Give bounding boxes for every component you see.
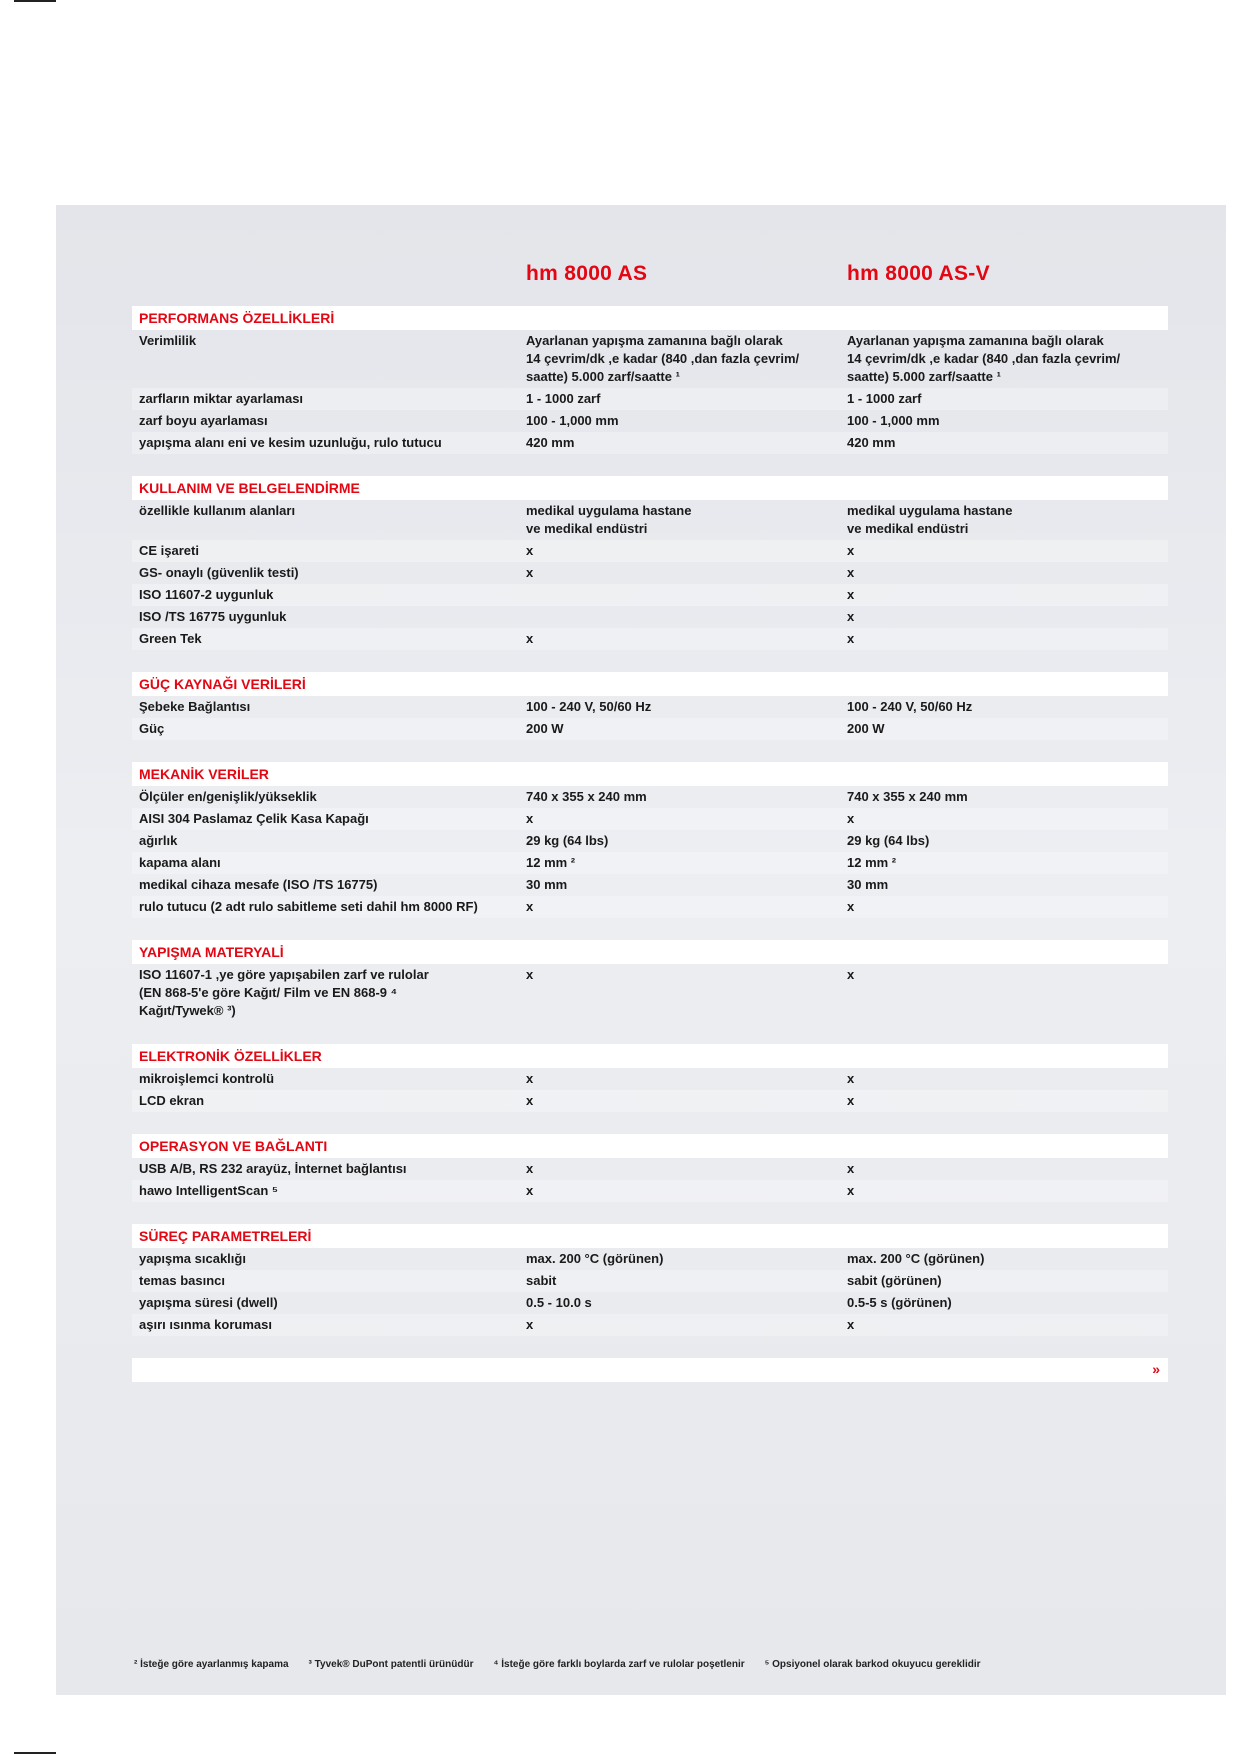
spec-row [132,628,1168,650]
spec-value-model-b: x [847,543,855,558]
spec-row [132,786,1168,808]
spec-label: ISO 11607-1 ,ye göre yapışabilen zarf ve rulolar (EN 868-5'e göre Kağıt/ Film ve EN 868-9 ⁴ Kağıt/Tywek® ³) [139,967,429,1018]
spec-label: Verimlilik [139,333,197,348]
spec-value-model-b: 0.5-5 s (görünen) [847,1295,952,1310]
spec-value-model-a: 200 W [526,721,564,736]
spec-section [132,672,1168,740]
spec-value-model-a: x [526,565,534,580]
footnote: ² İsteğe göre ayarlanmış kapama [134,1659,289,1670]
spec-value-model-a: 100 - 240 V, 50/60 Hz [526,699,652,714]
model-header [132,262,1168,306]
spec-label: zarfların miktar ayarlaması [139,391,304,406]
spec-value-model-b: max. 200 °C (görünen) [847,1251,985,1266]
spec-label: Green Tek [139,631,202,646]
spec-value-model-a: x [526,1161,534,1176]
model-b-title: hm 8000 AS-V [847,262,990,285]
spec-section [132,306,1168,454]
spec-value-model-b: x [847,1071,855,1086]
spec-row [132,540,1168,562]
spec-value-model-b: x [847,609,855,624]
spec-label: hawo IntelligentScan ⁵ [139,1183,279,1198]
spec-row [132,388,1168,410]
spec-label: yapışma alanı eni ve kesim uzunluğu, rulo tutucu [139,435,442,450]
spec-label: AISI 304 Paslamaz Çelik Kasa Kapağı [139,811,369,826]
spec-row [132,1248,1168,1270]
spec-value-model-b: x [847,967,855,982]
spec-value-model-a: medikal uygulama hastane ve medikal endüstri [526,503,692,536]
spec-label: özellikle kullanım alanları [139,503,296,518]
spec-value-model-b: 200 W [847,721,885,736]
spec-row [132,1180,1168,1202]
spec-row [132,964,1168,1022]
spec-value-model-a: 1 - 1000 zarf [526,391,601,406]
section-title: KULLANIM VE BELGELENDİRME [132,476,1168,500]
spec-row [132,896,1168,918]
spec-section [132,762,1168,918]
spec-label: kapama alanı [139,855,221,870]
spec-value-model-b: sabit (görünen) [847,1273,942,1288]
spec-row [132,432,1168,454]
spec-label: LCD ekran [139,1093,205,1108]
spec-value-model-b: 100 - 1,000 mm [847,413,940,428]
spec-value-model-a: 0.5 - 10.0 s [526,1295,592,1310]
spec-row [132,696,1168,718]
spec-value-model-b: 1 - 1000 zarf [847,391,922,406]
next-page-icon[interactable]: » [1152,1361,1160,1377]
section-title: GÜÇ KAYNAĞI VERİLERİ [132,672,1168,696]
spec-value-model-a: x [526,1317,534,1332]
spec-row [132,500,1168,540]
spec-section [132,476,1168,650]
spec-label: yapışma süresi (dwell) [139,1295,278,1310]
spec-row [132,606,1168,628]
model-a-title: hm 8000 AS [526,262,648,285]
spec-label: rulo tutucu (2 adt rulo sabitleme seti dahil hm 8000 RF) [139,899,478,914]
spec-value-model-b: x [847,1161,855,1176]
spec-row [132,1158,1168,1180]
spec-row [132,1314,1168,1336]
spec-sections [132,306,1168,1336]
spec-table [132,262,1168,1382]
spec-value-model-b: 30 mm [847,877,889,892]
spec-value-model-a: x [526,899,534,914]
spec-row [132,1292,1168,1314]
spec-label: ağırlık [139,833,178,848]
spec-section [132,1224,1168,1336]
spec-value-model-b: 100 - 240 V, 50/60 Hz [847,699,973,714]
spec-value-model-a: 740 x 355 x 240 mm [526,789,647,804]
section-title: PERFORMANS ÖZELLİKLERİ [132,306,1168,330]
spec-row [132,1090,1168,1112]
spec-label: Şebeke Bağlantısı [139,699,251,714]
spec-label: ISO 11607-2 uygunluk [139,587,274,602]
spec-value-model-b: x [847,1317,855,1332]
spec-label: mikroişlemci kontrolü [139,1071,275,1086]
spec-value-model-a: x [526,811,534,826]
spec-value-model-a: x [526,1093,534,1108]
spec-value-model-b: x [847,899,855,914]
spec-value-model-b: x [847,811,855,826]
spec-value-model-a: sabit [526,1273,557,1288]
spec-label: aşırı ısınma koruması [139,1317,272,1332]
spec-row [132,410,1168,432]
spec-value-model-b: x [847,1093,855,1108]
footnote: ⁵ Opsiyonel olarak barkod okuyucu gereklidir [764,1659,981,1670]
footnotes [134,1659,1174,1670]
spec-value-model-a [526,586,847,604]
spec-label: Ölçüler en/genişlik/yükseklik [139,789,317,804]
spec-value-model-a: 12 mm ² [526,855,576,870]
spec-row [132,1270,1168,1292]
spec-value-model-b: 12 mm ² [847,855,897,870]
spec-value-model-b: 420 mm [847,435,896,450]
spec-section [132,1134,1168,1202]
spec-label: zarf boyu ayarlaması [139,413,268,428]
spec-label: medikal cihaza mesafe (ISO /TS 16775) [139,877,378,892]
spec-value-model-a: Ayarlanan yapışma zamanına bağlı olarak 14 çevrim/dk ,e kadar (840 ,dan fazla çevrim/ saatte) 5.000 zarf/saatte ¹ [526,333,800,384]
spec-value-model-a: 420 mm [526,435,575,450]
spec-label: GS- onaylı (güvenlik testi) [139,565,299,580]
spec-value-model-b: Ayarlanan yapışma zamanına bağlı olarak 14 çevrim/dk ,e kadar (840 ,dan fazla çevrim/ saatte) 5.000 zarf/saatte ¹ [847,333,1121,384]
section-title: MEKANİK VERİLER [132,762,1168,786]
spec-value-model-a: x [526,967,534,982]
spec-section [132,940,1168,1022]
spec-value-model-a: max. 200 °C (görünen) [526,1251,664,1266]
spec-value-model-a: x [526,1183,534,1198]
spec-value-model-a: 100 - 1,000 mm [526,413,619,428]
spec-row [132,718,1168,740]
next-page-bar [132,1358,1168,1382]
spec-value-model-a: x [526,543,534,558]
spec-value-model-b: x [847,1183,855,1198]
section-title: YAPIŞMA MATERYALİ [132,940,1168,964]
spec-row [132,808,1168,830]
footnote: ⁴ İsteğe göre farklı boylarda zarf ve rulolar poşetlenir [493,1659,745,1670]
spec-value-model-a: x [526,1071,534,1086]
spec-label: USB A/B, RS 232 arayüz, İnternet bağlantısı [139,1161,407,1176]
spec-label: Güç [139,721,165,736]
spec-value-model-a: 30 mm [526,877,568,892]
spec-row [132,584,1168,606]
spec-value-model-b: x [847,587,855,602]
spec-value-model-b: medikal uygulama hastane ve medikal endüstri [847,503,1013,536]
spec-value-model-a: 29 kg (64 lbs) [526,833,609,848]
spec-row [132,874,1168,896]
spec-value-model-b: 29 kg (64 lbs) [847,833,930,848]
spec-row [132,830,1168,852]
spec-label: yapışma sıcaklığı [139,1251,246,1266]
spec-value-model-b: 740 x 355 x 240 mm [847,789,968,804]
spec-value-model-b: x [847,565,855,580]
spec-row [132,852,1168,874]
spec-value-model-b: x [847,631,855,646]
spec-section [132,1044,1168,1112]
section-title: SÜREÇ PARAMETRELERİ [132,1224,1168,1248]
crop-mark-top [14,0,56,2]
section-title: ELEKTRONİK ÖZELLİKLER [132,1044,1168,1068]
spec-label: temas basıncı [139,1273,225,1288]
footnote: ³ Tyvek® DuPont patentli ürünüdür [308,1659,474,1670]
spec-row [132,330,1168,388]
spec-value-model-a: x [526,631,534,646]
spec-label: CE işareti [139,543,199,558]
section-title: OPERASYON VE BAĞLANTI [132,1134,1168,1158]
spec-value-model-a [526,608,847,626]
spec-row [132,562,1168,584]
spec-label: ISO /TS 16775 uygunluk [139,609,287,624]
spec-row [132,1068,1168,1090]
